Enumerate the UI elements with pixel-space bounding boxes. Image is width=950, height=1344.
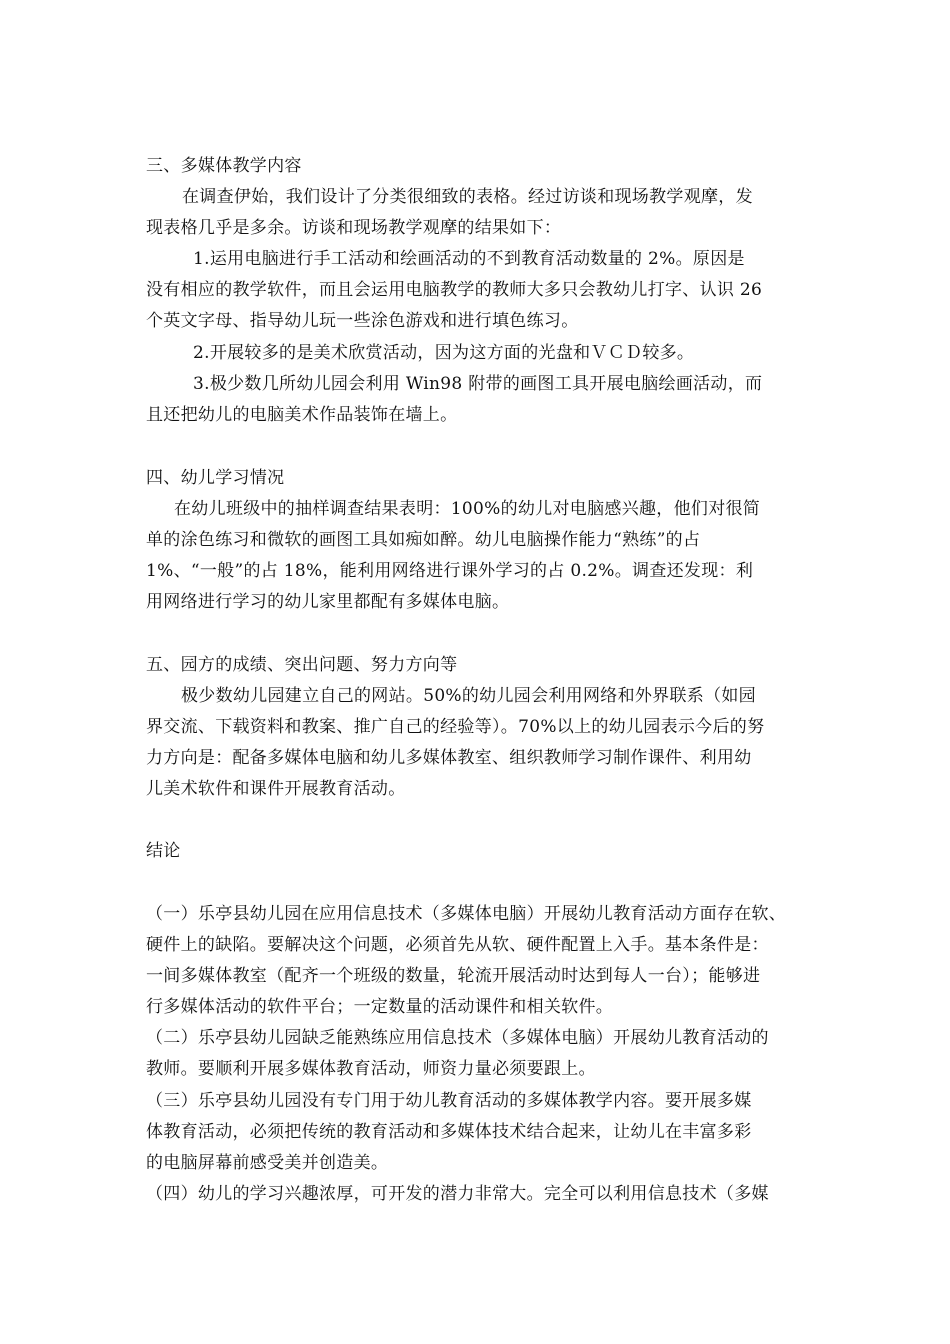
section3-line: 个英文字母、指导幼儿玩一些涂色游戏和进行填色练习。 xyxy=(146,311,579,331)
conclusion-line: （二）乐亭县幼儿园缺乏能熟练应用信息技术（多媒体电脑）开展幼儿教育活动的 xyxy=(146,1028,769,1048)
section3-line: 现表格几乎是多余。访谈和现场教学观摩的结果如下： xyxy=(146,218,562,238)
section3-line: 在调查伊始，我们设计了分类很细致的表格。经过访谈和现场教学观摩，发 xyxy=(182,187,753,207)
section4-heading: 四、幼儿学习情况 xyxy=(146,468,285,488)
section3-line: 且还把幼儿的电脑美术作品装饰在墙上。 xyxy=(146,405,458,425)
section5-line: 儿美术软件和课件开展教育活动。 xyxy=(146,779,406,799)
section3-line: 1.运用电脑进行手工活动和绘画活动的不到教育活动数量的 2%。原因是 xyxy=(193,249,745,269)
conclusion-heading: 结论 xyxy=(146,841,181,861)
conclusion-line: 体教育活动，必须把传统的教育活动和多媒体技术结合起来，让幼儿在丰富多彩 xyxy=(146,1122,752,1142)
conclusion-line: （三）乐亭县幼儿园没有专门用于幼儿教育活动的多媒体教学内容。要开展多媒 xyxy=(146,1091,752,1111)
section3-line: 没有相应的教学软件，而且会运用电脑教学的教师大多只会教幼儿打字、认识 26 xyxy=(146,280,763,300)
section3-heading: 三、多媒体教学内容 xyxy=(146,156,302,176)
conclusion-line: 的电脑屏幕前感受美并创造美。 xyxy=(146,1153,389,1173)
section4-line: 单的涂色练习和微软的画图工具如痴如醉。幼儿电脑操作能力“熟练”的占 xyxy=(146,530,701,550)
conclusion-line: 一间多媒体教室（配齐一个班级的数量，轮流开展活动时达到每人一台）；能够进 xyxy=(146,966,761,986)
section5-line: 界交流、下载资料和教案、推广自己的经验等）。70%以上的幼儿园表示今后的努 xyxy=(146,717,765,737)
section3-line: 2.开展较多的是美术欣赏活动，因为这方面的光盘和ＶＣＤ较多。 xyxy=(193,343,695,363)
conclusion-line: 行多媒体活动的软件平台；一定数量的活动课件和相关软件。 xyxy=(146,997,614,1017)
conclusion-line: （一）乐亭县幼儿园在应用信息技术（多媒体电脑）开展幼儿教育活动方面存在软、 xyxy=(146,904,787,924)
section4-line: 用网络进行学习的幼儿家里都配有多媒体电脑。 xyxy=(146,592,510,612)
conclusion-line: 教师。要顺利开展多媒体教育活动，师资力量必须要跟上。 xyxy=(146,1059,596,1079)
section4-line: 1%、“一般”的占 18%，能利用网络进行课外学习的占 0.2%。调查还发现：利 xyxy=(146,561,754,581)
section5-line: 力方向是：配备多媒体电脑和幼儿多媒体教室、组织教师学习制作课件、利用幼 xyxy=(146,748,752,768)
section5-heading: 五、园方的成绩、突出问题、努力方向等 xyxy=(146,655,458,675)
conclusion-line: 硬件上的缺陷。要解决这个问题，必须首先从软、硬件配置上入手。基本条件是： xyxy=(146,935,769,955)
section4-line: 在幼儿班级中的抽样调查结果表明：100%的幼儿对电脑感兴趣，他们对很简 xyxy=(174,499,761,519)
section5-line: 极少数幼儿园建立自己的网站。50%的幼儿园会利用网络和外界联系（如园 xyxy=(181,686,756,706)
section3-line: 3.极少数几所幼儿园会利用 Win98 附带的画图工具开展电脑绘画活动，而 xyxy=(193,374,763,394)
conclusion-line: （四）幼儿的学习兴趣浓厚，可开发的潜力非常大。完全可以利用信息技术（多媒 xyxy=(146,1184,769,1204)
